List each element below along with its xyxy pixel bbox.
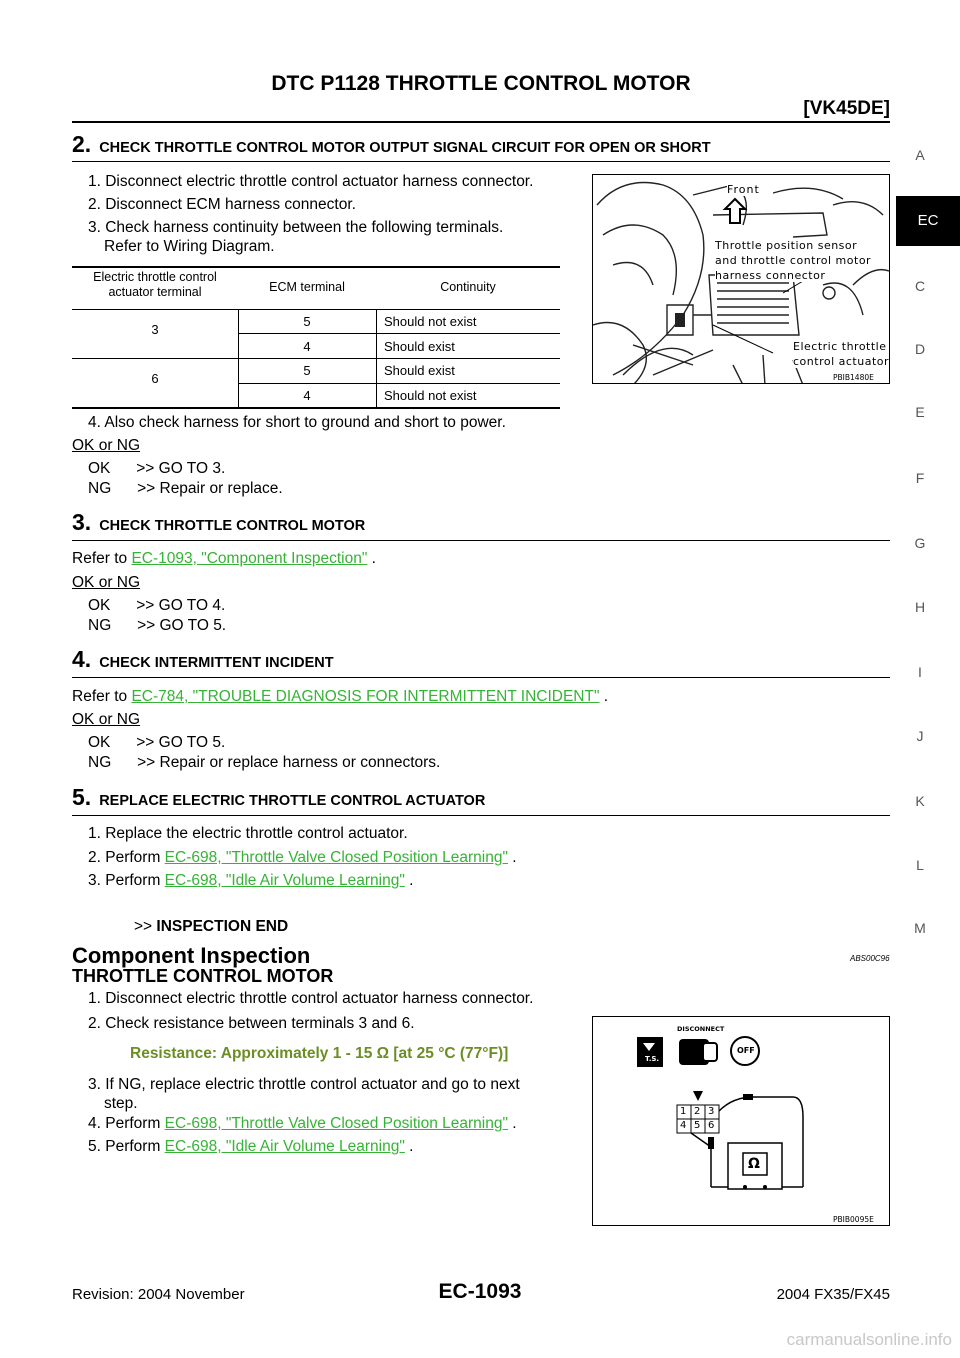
step5-item2-link[interactable]: EC-698, "Throttle Valve Closed Position Learning" [164, 849, 508, 866]
step5-number: 5. [72, 784, 92, 810]
table-cell-continuity: Should not exist [384, 314, 477, 329]
step4-refer-suffix: . [599, 688, 609, 705]
pin-6: 6 [708, 1120, 715, 1131]
step5-item3-prefix: 3. Perform [88, 872, 165, 889]
step5-heading [72, 784, 485, 811]
table-cell-ecm: 5 [303, 314, 311, 329]
step3-ok: OK >> GO TO 4. [88, 597, 226, 614]
step5-item3-link[interactable]: EC-698, "Idle Air Volume Learning" [164, 872, 405, 889]
side-tab-d[interactable]: D [914, 341, 926, 357]
table-header-actuator-terminal: Electric throttle control actuator terminal [93, 270, 217, 299]
step3-refer [72, 550, 376, 568]
figure-label-actuator-line2: control actuator [793, 355, 890, 368]
component-item5-link[interactable]: EC-698, "Idle Air Volume Learning" [164, 1138, 405, 1155]
throttle-actuator-location-figure [592, 174, 890, 384]
step2-ng: NG >> Repair or replace. [88, 480, 283, 497]
step5-item1: 1. Replace the electric throttle control actuator. [88, 825, 408, 842]
header-rule [72, 121, 890, 123]
table-bottom-rule [72, 407, 560, 409]
table-top-rule [72, 266, 560, 268]
figure-code: PBIB0095E [833, 1215, 874, 1224]
pin-3: 3 [708, 1106, 715, 1117]
side-tab-ec-active[interactable]: EC [896, 196, 960, 246]
step3-refer-prefix: Refer to [72, 550, 132, 567]
disconnect-label: DISCONNECT [677, 1025, 725, 1033]
ts-label: T.S. [645, 1055, 660, 1063]
table-cell-continuity: Should not exist [384, 388, 477, 403]
step3-title: CHECK THROTTLE CONTROL MOTOR [99, 518, 366, 534]
step2-item4: 4. Also check harness for short to ground and short to power. [88, 414, 506, 431]
side-tab-h[interactable]: H [914, 599, 926, 615]
step2-item3-ref: Refer to Wiring Diagram. [104, 238, 275, 255]
revision-date: Revision: 2004 November [72, 1286, 245, 1303]
step2-ok-or-ng: OK or NG [72, 437, 141, 454]
figure-label-actuator-line1: Electric throttle [793, 340, 887, 353]
component-item4 [88, 1115, 517, 1133]
step4-refer [72, 688, 608, 706]
step5-item2-prefix: 2. Perform [88, 849, 165, 866]
step5-item3-suffix: . [404, 872, 414, 889]
table-cell-ecm: 5 [303, 363, 311, 378]
step3-number: 3. [72, 509, 92, 535]
step5-end-label: INSPECTION END [156, 918, 289, 935]
step4-refer-link[interactable]: EC-784, "TROUBLE DIAGNOSIS FOR INTERMITTENT INCIDENT" [131, 688, 600, 705]
step2-title: CHECK THROTTLE CONTROL MOTOR OUTPUT SIGNAL CIRCUIT FOR OPEN OR SHORT [99, 140, 711, 156]
step2-ok: OK >> GO TO 3. [88, 460, 226, 477]
component-item4-link[interactable]: EC-698, "Throttle Valve Closed Position Learning" [164, 1115, 508, 1132]
side-tab-f[interactable]: F [915, 470, 925, 486]
front-arrow-icon [725, 199, 745, 223]
table-cell-terminal-3: 3 [151, 322, 159, 337]
resistance-check-figure [592, 1016, 890, 1226]
watermark: carmanualsonline.info [786, 1330, 952, 1349]
table-cell-continuity: Should exist [384, 363, 455, 378]
step5-item2 [88, 849, 517, 867]
side-tab-e[interactable]: E [915, 404, 925, 420]
step3-heading [72, 509, 365, 536]
step3-ok-or-ng: OK or NG [72, 574, 141, 591]
step2-item3: 3. Check harness continuity between the following terminals. [88, 219, 504, 236]
side-tab-i[interactable]: I [918, 664, 922, 680]
step3-refer-link[interactable]: EC-1093, "Component Inspection" [131, 550, 368, 567]
table-cell-ecm: 4 [303, 388, 311, 403]
step5-item2-suffix: . [507, 849, 517, 866]
side-tab-l[interactable]: L [916, 857, 924, 873]
side-tab-k[interactable]: K [915, 793, 925, 809]
step2-item1: 1. Disconnect electric throttle control actuator harness connector. [88, 173, 534, 190]
table-row-rule [72, 358, 560, 359]
component-item4-prefix: 4. Perform [88, 1115, 165, 1132]
table-header-ecm-terminal: ECM terminal [269, 280, 345, 294]
table-header-rule [72, 309, 560, 310]
component-item5-prefix: 5. Perform [88, 1138, 165, 1155]
step5-title: REPLACE ELECTRIC THROTTLE CONTROL ACTUATOR [99, 793, 486, 809]
step5-end-arrow: >> [134, 918, 153, 935]
table-cell-continuity: Should exist [384, 339, 455, 354]
step4-ng: NG >> Repair or replace harness or connectors. [88, 754, 441, 771]
step4-ok-or-ng: OK or NG [72, 711, 141, 728]
figure-label-sensor-line1: Throttle position sensor [715, 239, 858, 252]
ohm-icon: Ω [748, 1156, 760, 1172]
step3-rule [72, 540, 890, 541]
step4-rule [72, 677, 890, 678]
component-subtitle: THROTTLE CONTROL MOTOR [72, 966, 334, 986]
figure-code: PBIB1480E [833, 373, 874, 382]
component-item2: 2. Check resistance between terminals 3 and 6. [88, 1015, 415, 1032]
side-tab-m[interactable]: M [914, 920, 926, 936]
side-tab-g[interactable]: G [914, 535, 926, 551]
component-item5-suffix: . [404, 1138, 414, 1155]
step2-rule [72, 161, 890, 162]
step4-title: CHECK INTERMITTENT INCIDENT [99, 655, 334, 671]
step2-heading [72, 131, 711, 158]
pin-2: 2 [694, 1106, 701, 1117]
component-item4-suffix: . [507, 1115, 517, 1132]
figure-label-sensor-line3: harness connector [715, 269, 826, 282]
side-tab-a[interactable]: A [915, 147, 925, 163]
page-title: DTC P1128 THROTTLE CONTROL MOTOR [271, 72, 691, 95]
step2-number: 2. [72, 131, 92, 157]
table-row-rule [238, 333, 560, 334]
step4-number: 4. [72, 646, 92, 672]
step4-heading [72, 646, 334, 673]
component-item5 [88, 1138, 414, 1156]
component-item3-cont: step. [104, 1095, 138, 1112]
figure-label-front: Front [727, 183, 760, 196]
resistance-spec: Resistance: Approximately 1 - 15 Ω [at 25 °C (77°F)] [130, 1045, 509, 1062]
key-off-label: OFF [737, 1046, 755, 1055]
step5-item3 [88, 872, 414, 890]
component-item3: 3. If NG, replace electric throttle control actuator and go to next [88, 1076, 520, 1093]
component-inspection-title: Component Inspection [72, 943, 311, 968]
component-item1: 1. Disconnect electric throttle control actuator harness connector. [88, 990, 534, 1007]
page-number: EC-1093 [438, 1280, 522, 1303]
step5-rule [72, 815, 890, 816]
figure-label-sensor-line2: and throttle control motor [715, 254, 872, 267]
step4-ok: OK >> GO TO 5. [88, 734, 226, 751]
side-tab-j[interactable]: J [916, 728, 924, 744]
side-tab-c[interactable]: C [914, 278, 926, 294]
table-cell-ecm: 4 [303, 339, 311, 354]
pin-1: 1 [680, 1106, 687, 1117]
table-cell-terminal-6: 6 [151, 371, 159, 386]
step3-refer-suffix: . [367, 550, 376, 567]
pin-4: 4 [680, 1120, 687, 1131]
table-header-continuity: Continuity [440, 280, 496, 294]
pin-5: 5 [694, 1120, 701, 1131]
vehicle-model: 2004 FX35/FX45 [776, 1286, 890, 1303]
step4-refer-prefix: Refer to [72, 688, 132, 705]
step2-item2: 2. Disconnect ECM harness connector. [88, 196, 356, 213]
step5-end [134, 918, 288, 936]
engine-subtitle: [VK45DE] [803, 98, 890, 119]
step3-ng: NG >> GO TO 5. [88, 617, 227, 634]
component-inspection-code: ABS00C96 [850, 954, 890, 963]
table-row-rule [238, 383, 560, 384]
